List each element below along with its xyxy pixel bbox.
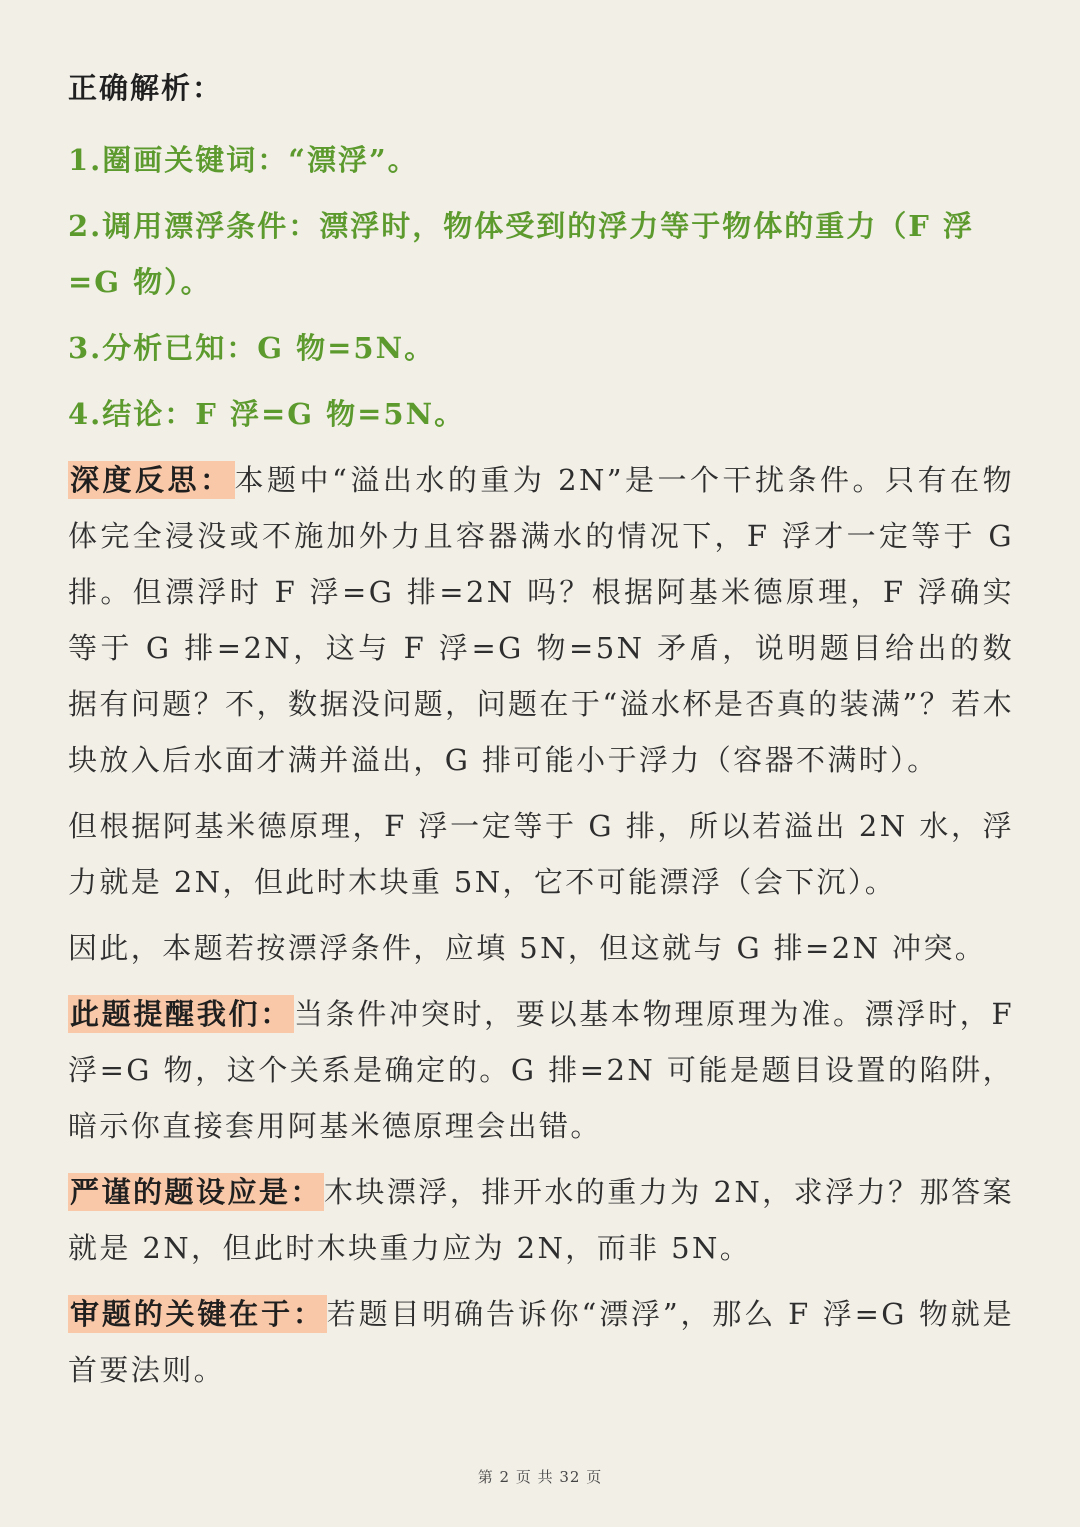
archimedes-paragraph: 但根据阿基米德原理，F 浮一定等于 G 排，所以若溢出 2N 水，浮力就是 2N，但此时木块重 5N，它不可能漂浮（会下沉）。	[68, 809, 1014, 899]
key-text: 若题目明确告诉你“漂浮”，那么 F 浮=G 物就是首要法则。	[68, 1297, 1014, 1387]
reflection-label: 深度反思：	[70, 463, 233, 497]
analysis-step-4: 4.结论：F 浮=G 物=5N。	[68, 397, 466, 431]
rigorous-text: 木块漂浮，排开水的重力为 2N，求浮力？那答案就是 2N，但此时木块重力应为 2N，而非 5N。	[68, 1175, 1014, 1265]
analysis-step-3: 3.分析已知：G 物=5N。	[68, 331, 436, 365]
analysis-step-2: 2.调用漂浮条件：漂浮时，物体受到的浮力等于物体的重力（F 浮=G 物）。	[68, 209, 974, 299]
rigorous-paragraph	[68, 1164, 1014, 1276]
reminder-text: 当条件冲突时，要以基本物理原理为准。漂浮时，F 浮=G 物，这个关系是确定的。G 排=2N 可能是题目设置的陷阱，暗示你直接套用阿基米德原理会出错。	[68, 997, 1014, 1143]
reflection-paragraph	[68, 452, 1014, 788]
reminder-paragraph	[68, 986, 1014, 1154]
reflection-text: 本题中“溢出水的重为 2N”是一个干扰条件。只有在物体完全浸没或不施加外力且容器满水的情况下，F 浮才一定等于 G 排。但漂浮时 F 浮=G 排=2N 吗？根据阿基米德原理，F 浮确实等于 G 排=2N，这与 F 浮=G 物=5N 矛盾，说明题目给出的数据有问题？不，数据没问题，问题在于“溢水杯是否真的装满”？若木块放入后水面才满并溢出，G 排可能小于浮力（容器不满时）。	[68, 463, 1014, 777]
page-number-footer: 第 2 页 共 32 页	[477, 1468, 603, 1486]
key-paragraph	[68, 1286, 1014, 1398]
conclusion-paragraph: 因此，本题若按漂浮条件，应填 5N，但这就与 G 排=2N 冲突。	[68, 931, 987, 965]
analysis-step-1: 1.圈画关键词：“漂浮”。	[68, 143, 419, 177]
reminder-label: 此题提醒我们：	[70, 997, 292, 1031]
section-title: 正确解析：	[68, 71, 224, 105]
key-label: 审题的关键在于：	[70, 1297, 325, 1331]
rigorous-label: 严谨的题设应是：	[70, 1175, 322, 1209]
